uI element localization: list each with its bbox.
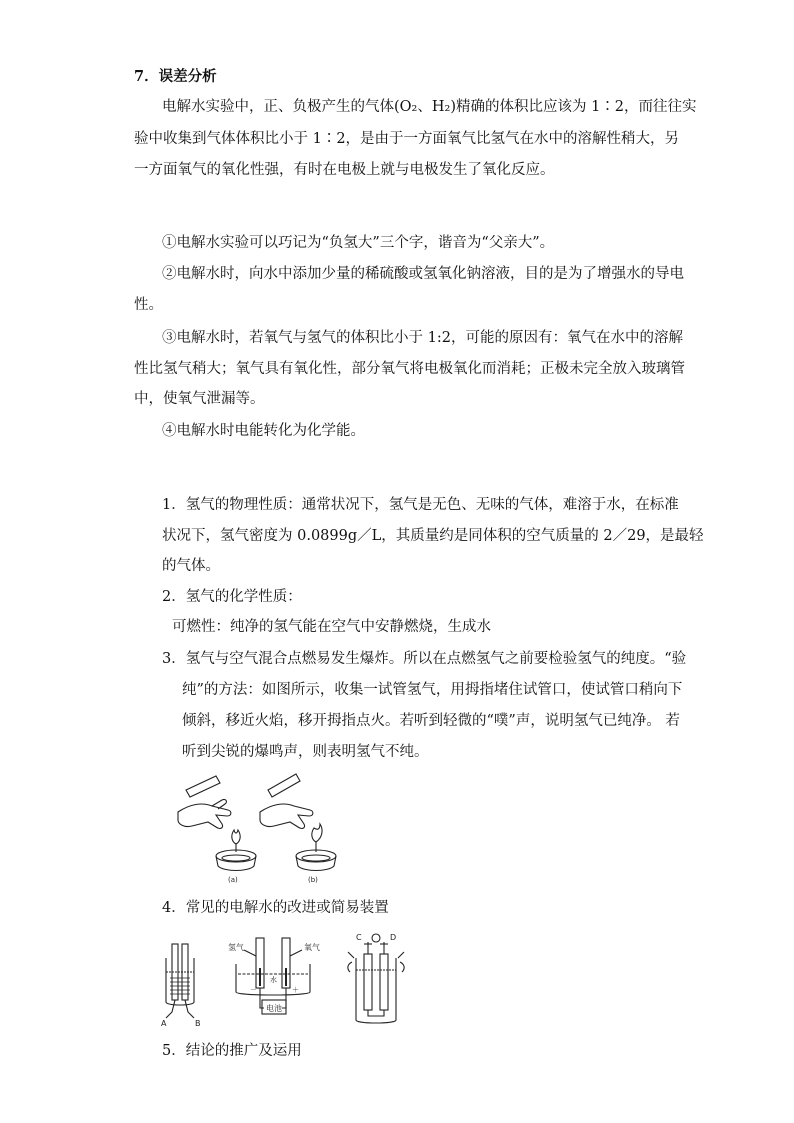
- note-3-cont: 性比氢气稍大；氧气具有氧化性，部分氧气将电极氧化而消耗；正极未完全放入玻璃管: [134, 361, 685, 377]
- item-3-cont: 纯”的方法：如图所示，收集一试管氢气，用拇指堵住试管口，使试管口稍向下: [182, 682, 683, 698]
- label-A: A: [161, 1019, 167, 1028]
- figure-label-b: (b): [308, 876, 318, 884]
- section-heading: 7．误差分析: [134, 68, 217, 85]
- item-3: 3．氢气与空气混合点燃易发生爆炸。所以在点燃氢气之前要检验氢气的纯度。“验: [162, 651, 687, 667]
- label-oxygen: 氧气: [304, 943, 320, 952]
- paragraph-line: 电解水实验中，正、负极产生的气体(O₂、H₂)精确的体积比应该为 1∶2，而往往实: [162, 99, 697, 115]
- figure-label-a: (a): [228, 876, 238, 884]
- label-C: C: [356, 933, 362, 942]
- label-battery: 电池: [266, 1004, 282, 1013]
- item-1-cont: 的气体。: [162, 558, 220, 574]
- note-3-cont: 中，使氧气泄漏等。: [134, 391, 265, 407]
- electrolysis-apparatus-figure: [160, 928, 420, 1032]
- label-minus: －: [250, 986, 257, 994]
- item-3-cont: 听到尖锐的爆鸣声，则表明氢气不纯。: [182, 744, 429, 760]
- label-water: 水: [270, 976, 277, 984]
- item-5: 5．结论的推广及运用: [162, 1043, 302, 1059]
- note-2: ②电解水时，向水中添加少量的稀硫酸或氢氧化钠溶液，目的是为了增强水的导电: [162, 266, 684, 282]
- note-4: ④电解水时电能转化为化学能。: [162, 423, 365, 439]
- label-B: B: [195, 1019, 201, 1028]
- note-2-cont: 性。: [134, 297, 163, 313]
- paragraph-line: 验中收集到气体体积比小于 1∶2，是由于一方面氧气比氢气在水中的溶解性稍大，另: [134, 131, 680, 147]
- item-3-cont: 倾斜，移近火焰，移开拇指点火。若听到轻微的“噗”声，说明氢气已纯净。 若: [182, 713, 680, 729]
- item-1: 1．氢气的物理性质：通常状况下，氢气是无色、无味的气体，难溶于水，在标准: [162, 497, 679, 513]
- item-2-sub: 可燃性：纯净的氢气能在空气中安静燃烧，生成水: [172, 619, 491, 635]
- note-1: ①电解水实验可以巧记为“负氢大”三个字，谐音为“父亲大”。: [162, 235, 555, 251]
- item-2: 2．氢气的化学性质：: [162, 589, 302, 605]
- label-D: D: [390, 933, 397, 942]
- label-plus: ＋: [292, 986, 299, 994]
- label-hydrogen: 氢气: [228, 943, 244, 952]
- hydrogen-purity-test-figure: [172, 770, 342, 888]
- paragraph-line: 一方面氧气的氧化性强，有时在电极上就与电极发生了氧化反应。: [134, 162, 555, 178]
- item-1-cont: 状况下，氢气密度为 0.0899g／L，其质量约是同体积的空气质量的 2／29，是最轻: [162, 528, 704, 544]
- note-3: ③电解水时，若氧气与氢气的体积比小于 1:2，可能的原因有：氧气在水中的溶解: [162, 330, 683, 346]
- item-4: 4．常见的电解水的改进或简易装置: [162, 900, 389, 916]
